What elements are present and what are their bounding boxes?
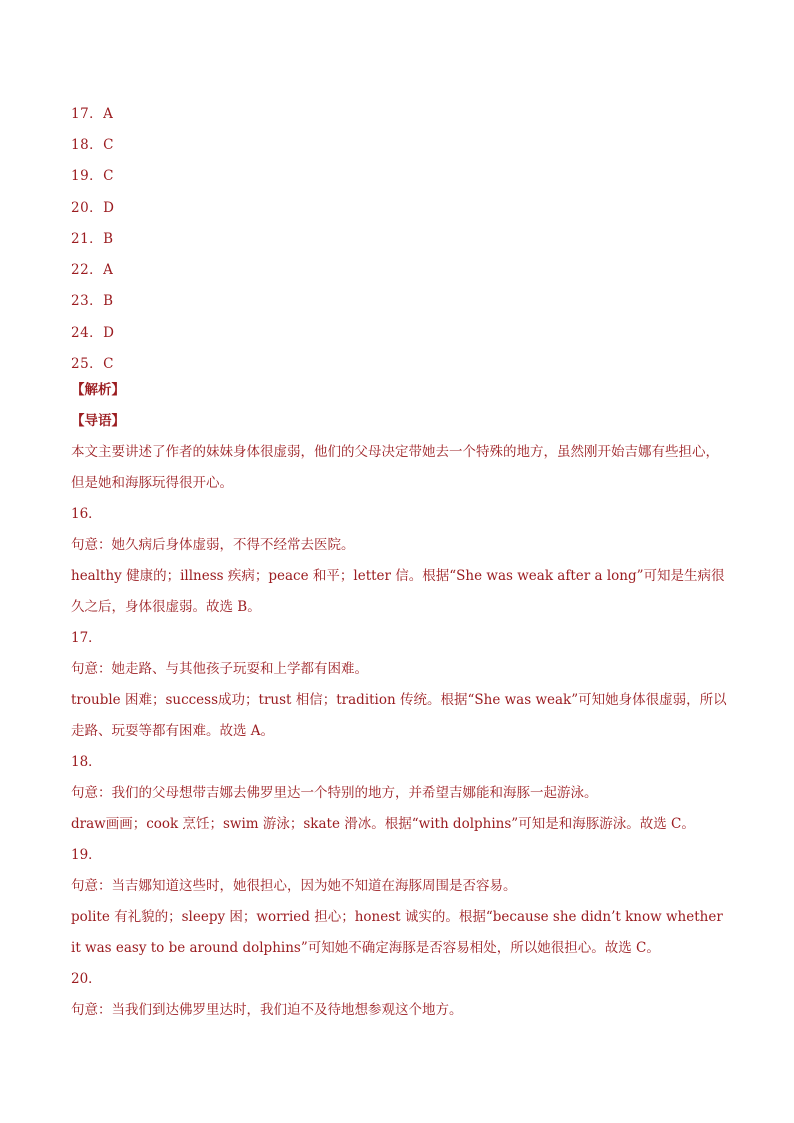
explanation-17: trouble 困难；success成功；trust 相信；tradition 传统。根据“She was weak”可知她身体很虚弱，所以走路、玩耍等都有困难。故选 A。 (71, 692, 727, 739)
explanation-16: healthy 健康的；illness 疾病；peace 和平；letter 信。根据“She was weak after a long”可知是生病很久之后，身体很虚弱。故选 B。 (71, 568, 725, 615)
answer-22: 22．A (71, 262, 114, 278)
question-number-17: 17． (71, 630, 102, 646)
answer-17: 17．A (71, 106, 114, 122)
analysis-section (71, 375, 731, 1026)
sentence-meaning-16: 句意：她久病后身体虚弱，不得不经常去医院。 (71, 537, 355, 553)
analysis-heading: 【解析】 (71, 382, 125, 398)
question-number-18: 18． (71, 754, 102, 770)
answer-24: 24．D (71, 325, 115, 341)
answer-20: 20．D (71, 200, 115, 216)
answer-23: 23．B (71, 293, 114, 309)
sentence-meaning-17: 句意：她走路、与其他孩子玩耍和上学都有困难。 (71, 661, 368, 677)
question-number-16: 16． (71, 506, 102, 522)
answer-25: 25．C (71, 356, 115, 372)
explanation-19: polite 有礼貌的；sleepy 困；worried 担心；honest 诚实的。根据“because she didn’t know whether it was easy to be around dolphins”可知她不确定海豚是否容易相处，所以她很担心。故选 C。 (71, 909, 723, 956)
answer-18: 18．C (71, 137, 115, 153)
question-number-20: 20． (71, 971, 102, 987)
guide-heading: 【导语】 (71, 413, 125, 429)
explanation-18: draw画画；cook 烹饪；swim 游泳；skate 滑冰。根据“with dolphins”可知是和海豚游泳。故选 C。 (71, 816, 695, 832)
answer-21: 21．B (71, 231, 114, 247)
sentence-meaning-20: 句意：当我们到达佛罗里达时，我们迫不及待地想参观这个地方。 (71, 1002, 463, 1018)
question-number-19: 19． (71, 847, 102, 863)
guide-text: 本文主要讲述了作者的妹妹身体很虚弱，他们的父母决定带她去一个特殊的地方，虽然刚开始吉娜有些担心，但是她和海豚玩得很开心。 (71, 444, 719, 491)
sentence-meaning-18: 句意：我们的父母想带吉娜去佛罗里达一个特别的地方，并希望吉娜能和海豚一起游泳。 (71, 785, 598, 801)
answer-19: 19．C (71, 168, 115, 184)
sentence-meaning-19: 句意：当吉娜知道这些时，她很担心，因为她不知道在海豚周围是否容易。 (71, 878, 517, 894)
